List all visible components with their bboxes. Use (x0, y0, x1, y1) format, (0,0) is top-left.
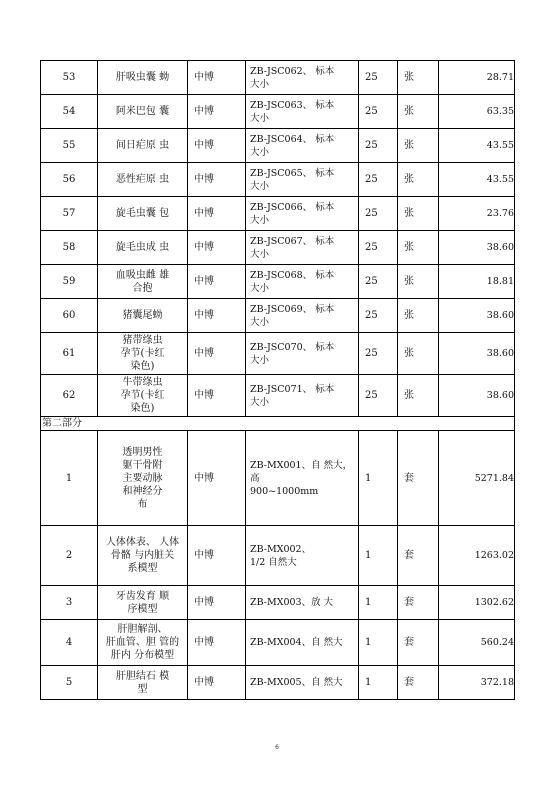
cell-qty: 25 (359, 265, 398, 299)
cell-no: 2 (41, 526, 98, 586)
cell-unit: 张 (398, 129, 439, 163)
cell-no: 61 (41, 333, 98, 375)
cell-unit: 张 (398, 231, 439, 265)
cell-no: 57 (41, 197, 98, 231)
cell-brand: 中博 (188, 95, 246, 129)
cell-no: 56 (41, 163, 98, 197)
cell-no: 58 (41, 231, 98, 265)
cell-price: 372.18 (439, 666, 515, 700)
cell-no: 3 (41, 586, 98, 620)
cell-unit: 套 (398, 526, 439, 586)
cell-no: 62 (41, 375, 98, 417)
cell-unit: 张 (398, 375, 439, 417)
cell-qty: 25 (359, 299, 398, 333)
cell-brand: 中博 (188, 61, 246, 95)
cell-no: 53 (41, 61, 98, 95)
section-label: 第二部分 (41, 417, 515, 431)
cell-qty: 25 (359, 375, 398, 417)
cell-name: 间日疟原 虫 (98, 129, 188, 163)
cell-spec: ZB-MX002、 1/2 自然大 (246, 526, 359, 586)
cell-qty: 25 (359, 95, 398, 129)
cell-name: 阿米巴包 囊 (98, 95, 188, 129)
cell-brand: 中博 (188, 197, 246, 231)
table-row (41, 620, 515, 666)
cell-no: 1 (41, 431, 98, 526)
section-header-row (41, 417, 515, 431)
cell-name: 恶性疟原 虫 (98, 163, 188, 197)
price-list-table (40, 60, 515, 700)
cell-brand: 中博 (188, 333, 246, 375)
cell-price: 5271.84 (439, 431, 515, 526)
cell-qty: 1 (359, 586, 398, 620)
cell-no: 4 (41, 620, 98, 666)
cell-brand: 中博 (188, 526, 246, 586)
cell-spec: ZB-MX003、放 大 (246, 586, 359, 620)
cell-unit: 张 (398, 163, 439, 197)
table-row (41, 299, 515, 333)
cell-spec: ZB-JSC064、 标本 大小 (246, 129, 359, 163)
cell-brand: 中博 (188, 231, 246, 265)
cell-spec: ZB-JSC070、 标本 大小 (246, 333, 359, 375)
table-row (41, 586, 515, 620)
cell-unit: 张 (398, 95, 439, 129)
cell-brand: 中博 (188, 431, 246, 526)
table-row (41, 431, 515, 526)
table-body (41, 61, 515, 700)
cell-brand: 中博 (188, 299, 246, 333)
cell-price: 1263.02 (439, 526, 515, 586)
cell-qty: 25 (359, 129, 398, 163)
table-row (41, 375, 515, 417)
cell-name: 透明男性 躯干骨附 主要动脉 和神经分 布 (98, 431, 188, 526)
cell-qty: 25 (359, 231, 398, 265)
cell-unit: 张 (398, 61, 439, 95)
table-row (41, 231, 515, 265)
cell-spec: ZB-MX001、自 然大， 高 900~1000mm (246, 431, 359, 526)
cell-name: 血吸虫雌 雄 合抱 (98, 265, 188, 299)
cell-qty: 25 (359, 61, 398, 95)
cell-spec: ZB-JSC069、 标本 大小 (246, 299, 359, 333)
cell-no: 60 (41, 299, 98, 333)
cell-no: 54 (41, 95, 98, 129)
cell-unit: 张 (398, 265, 439, 299)
cell-brand: 中博 (188, 375, 246, 417)
cell-price: 43.55 (439, 129, 515, 163)
cell-brand: 中博 (188, 129, 246, 163)
cell-unit: 套 (398, 586, 439, 620)
cell-price: 63.35 (439, 95, 515, 129)
cell-spec: ZB-JSC062、 标本 大小 (246, 61, 359, 95)
table-row (41, 666, 515, 700)
cell-name: 肝胆解剖、 肝血管、胆 管的 肝内 分布模型 (98, 620, 188, 666)
cell-name: 旋毛虫成 虫 (98, 231, 188, 265)
table-row (41, 163, 515, 197)
cell-qty: 25 (359, 197, 398, 231)
cell-price: 38.60 (439, 375, 515, 417)
table-row (41, 526, 515, 586)
cell-name: 牛带绦虫 孕节(卡红 染色) (98, 375, 188, 417)
cell-name: 旋毛虫囊 包 (98, 197, 188, 231)
cell-brand: 中博 (188, 163, 246, 197)
table-row (41, 197, 515, 231)
cell-unit: 套 (398, 666, 439, 700)
table-row (41, 61, 515, 95)
table-row (41, 333, 515, 375)
cell-unit: 套 (398, 620, 439, 666)
cell-brand: 中博 (188, 666, 246, 700)
cell-spec: ZB-JSC067、 标本 大小 (246, 231, 359, 265)
table-row (41, 95, 515, 129)
cell-unit: 张 (398, 333, 439, 375)
cell-spec: ZB-JSC063、 标本 大小 (246, 95, 359, 129)
cell-spec: ZB-JSC065、 标本 大小 (246, 163, 359, 197)
cell-price: 1302.62 (439, 586, 515, 620)
cell-price: 38.60 (439, 231, 515, 265)
cell-name: 牙齿发育 顺 序模型 (98, 586, 188, 620)
cell-spec: ZB-MX005、自 然大 (246, 666, 359, 700)
cell-unit: 张 (398, 299, 439, 333)
cell-unit: 套 (398, 431, 439, 526)
cell-unit: 张 (398, 197, 439, 231)
cell-qty: 1 (359, 526, 398, 586)
cell-no: 5 (41, 666, 98, 700)
cell-price: 43.55 (439, 163, 515, 197)
cell-spec: ZB-JSC066、 标本 大小 (246, 197, 359, 231)
cell-name: 肝吸虫囊 蚴 (98, 61, 188, 95)
cell-brand: 中博 (188, 586, 246, 620)
cell-qty: 25 (359, 333, 398, 375)
cell-price: 38.60 (439, 299, 515, 333)
cell-price: 560.24 (439, 620, 515, 666)
cell-name: 肝胆结石 模 型 (98, 666, 188, 700)
cell-no: 55 (41, 129, 98, 163)
cell-spec: ZB-MX004、自 然大 (246, 620, 359, 666)
cell-no: 59 (41, 265, 98, 299)
cell-price: 23.76 (439, 197, 515, 231)
cell-spec: ZB-JSC068、 标本 大小 (246, 265, 359, 299)
table-row (41, 129, 515, 163)
cell-price: 38.60 (439, 333, 515, 375)
cell-name: 猪带绦虫 孕节(卡红 染色) (98, 333, 188, 375)
page-number: 6 (275, 744, 279, 751)
cell-qty: 1 (359, 620, 398, 666)
cell-qty: 1 (359, 666, 398, 700)
cell-price: 18.81 (439, 265, 515, 299)
cell-name: 猪囊尾蚴 (98, 299, 188, 333)
cell-brand: 中博 (188, 265, 246, 299)
cell-name: 人体体表、 人体 骨骼 与内脏关 系模型 (98, 526, 188, 586)
cell-price: 28.71 (439, 61, 515, 95)
document-page (40, 60, 514, 700)
cell-spec: ZB-JSC071、 标本 大小 (246, 375, 359, 417)
table-row (41, 265, 515, 299)
cell-brand: 中博 (188, 620, 246, 666)
cell-qty: 1 (359, 431, 398, 526)
cell-qty: 25 (359, 163, 398, 197)
